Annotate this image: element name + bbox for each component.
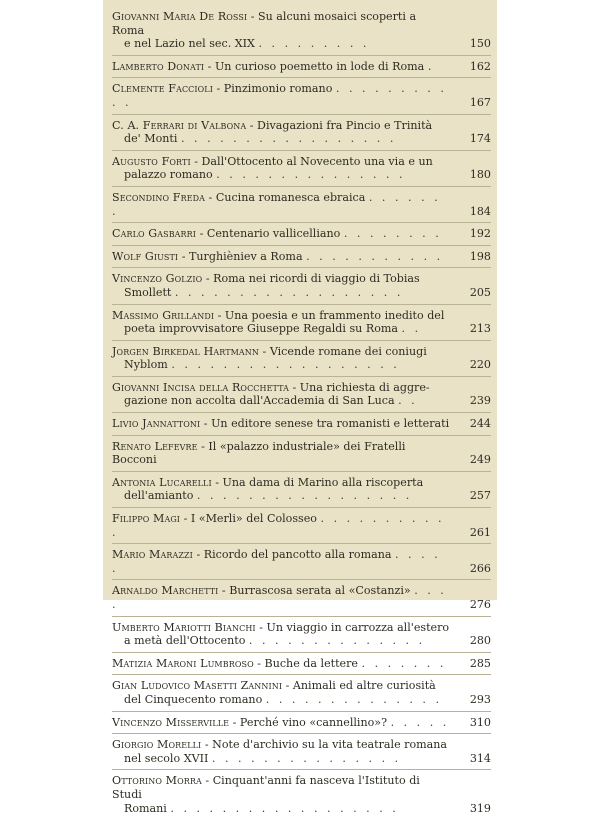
entry-text <box>112 716 491 730</box>
toc-entry <box>112 436 491 472</box>
page-number: 266 <box>469 561 491 575</box>
entry-title: - Una poesia e un frammento inedito del <box>214 308 445 322</box>
entry-title: - Pinzimonio romano <box>212 82 333 96</box>
entry-title: - Divagazioni fra Pincio e Trinità <box>246 118 433 132</box>
leader-dots: . . . . . . . . . . . <box>306 249 444 263</box>
entry-text <box>112 10 491 51</box>
entry-author: Vincenzo Misserville <box>112 715 230 729</box>
toc-entry <box>112 56 491 79</box>
page-number: 180 <box>469 168 491 182</box>
page-number: 249 <box>469 453 491 467</box>
entry-text <box>112 679 491 706</box>
entry-author: Massimo Grillandi <box>112 308 215 322</box>
entry-title: - Roma nei ricordi di viaggio di Tobias <box>202 272 420 286</box>
entry-text <box>112 250 491 264</box>
entry-title: - Centenario vallicelliano <box>196 227 341 241</box>
entry-text <box>112 621 491 648</box>
entry-text <box>112 155 491 182</box>
toc-entry <box>112 78 491 114</box>
leader-dots: . . . . . . . . . . . <box>112 512 445 539</box>
leader-dots: . . . . . . . . <box>343 227 442 241</box>
entry-title-line2: palazzo romano <box>124 168 213 182</box>
page-number: 174 <box>469 132 491 146</box>
toc-entry <box>112 712 491 735</box>
entry-text <box>112 476 491 503</box>
entry-title-continuation <box>112 802 451 816</box>
entry-author: Livio Jannattoni <box>112 417 201 431</box>
page-number: 293 <box>469 692 491 706</box>
entry-title: - Note d'archivio su la vita teatrale romana <box>201 738 448 752</box>
entry-title: - Un curioso poemetto in lode di Roma <box>204 59 425 73</box>
toc-entry <box>112 675 491 711</box>
entry-text <box>112 440 491 467</box>
entry-title: - Dall'Ottocento al Novecento una via e un <box>190 154 433 168</box>
toc-entry <box>112 508 491 544</box>
entry-title: - Un editore senese tra romanisti e letterati <box>200 417 450 431</box>
entry-text <box>112 512 491 539</box>
entry-title-continuation <box>112 322 451 336</box>
page-number: 150 <box>469 37 491 51</box>
entry-title: - Una richiesta di aggre- <box>289 380 430 394</box>
entry-title-line2: gazione non accolta dall'Accademia di San Luca <box>124 394 395 408</box>
leader-dots: . . . . . . . . . . . . . . <box>248 634 426 648</box>
page-number: 310 <box>469 715 491 729</box>
entry-title: - Perché vino «cannellino»? <box>229 715 388 729</box>
entry-title: - Su alcuni mosaici scoperti a Roma <box>112 10 417 37</box>
page-number: 261 <box>469 525 491 539</box>
page-number: 192 <box>469 227 491 241</box>
entry-text <box>112 309 491 336</box>
entry-text <box>112 345 491 372</box>
leader-dots: . . . . . . . . . . . . . . . . . . <box>170 801 399 815</box>
entry-text <box>112 774 491 815</box>
entry-author: Vincenzo Golzio <box>112 272 203 286</box>
toc-entry <box>112 617 491 653</box>
page-number: 314 <box>469 751 491 765</box>
entry-author: Jorgen Birkedal Hartmann <box>112 344 260 358</box>
page-number: 244 <box>469 417 491 431</box>
toc-entry <box>112 653 491 676</box>
entry-title-continuation <box>112 168 451 182</box>
entry-title: - Un viaggio in carrozza all'estero <box>255 620 450 634</box>
entry-author: Gian Ludovico Masetti Zannini <box>112 679 283 693</box>
entry-author: Augusto Forti <box>112 154 191 168</box>
entry-text <box>112 60 491 74</box>
entry-title: - Cinquant'anni fa nasceva l'Istituto di Studi <box>112 774 420 801</box>
leader-dots: . . . . . . . . . . . . . . . . . <box>180 132 397 146</box>
leader-dots: . . . . . <box>112 548 441 575</box>
entry-author: Carlo Gasbarri <box>112 227 197 241</box>
entry-text <box>112 191 491 218</box>
entry-text <box>112 417 491 431</box>
entry-author: C. A. Ferrari di Valbona <box>112 118 247 132</box>
entry-title-line2: nel secolo XVII <box>124 751 209 765</box>
entry-text <box>112 738 491 765</box>
entry-title: - Vicende romane dei coniugi <box>259 344 427 358</box>
leader-dots: . . . . . . . . . . . . . . <box>265 692 443 706</box>
entry-title-line2: del Cinquecento romano <box>124 692 263 706</box>
entry-author: Giorgio Morelli <box>112 738 202 752</box>
entry-author: Wolf Giusti <box>112 249 179 263</box>
entry-title-continuation <box>112 693 451 707</box>
leader-dots: . . . . . . . . . <box>258 37 370 51</box>
entry-author: Clemente Faccioli <box>112 82 213 96</box>
leader-dots: . <box>427 59 435 73</box>
entry-title: - Ricordo del pancotto alla romana <box>192 548 392 562</box>
entry-author: Giovanni Incisa della Rocchetta <box>112 380 289 394</box>
entry-author: Matizia Maroni Lumbroso <box>112 656 254 670</box>
toc-entry <box>112 377 491 413</box>
leader-dots: . . <box>401 322 422 336</box>
entry-text <box>112 82 491 109</box>
book-page <box>103 0 497 815</box>
toc-entry <box>112 268 491 304</box>
leader-dots: . . . . . . . . . . . . . . . <box>211 751 402 765</box>
page-number: 167 <box>469 95 491 109</box>
toc-entry <box>112 6 491 56</box>
page-number: 280 <box>469 634 491 648</box>
page-number: 213 <box>469 322 491 336</box>
page-number: 220 <box>469 358 491 372</box>
leader-dots: . . . . . . . . . . . <box>112 82 447 109</box>
entry-author: Umberto Mariotti Bianchi <box>112 620 256 634</box>
leader-dots: . . . . . . . <box>361 656 447 670</box>
leader-dots: . . . . . . . . . . . . . . . <box>216 168 406 182</box>
entry-title-continuation <box>112 489 451 503</box>
toc-entry <box>112 770 491 819</box>
entry-title-continuation <box>112 286 451 300</box>
entry-author: Secondino Freda <box>112 190 206 204</box>
page-number: 319 <box>469 801 491 815</box>
entry-title: - Il «palazzo industriale» dei Fratelli Bocconi <box>112 439 406 467</box>
entry-title-line2: e nel Lazio nel sec. XIX <box>124 37 255 51</box>
page-number: 184 <box>469 204 491 218</box>
toc-entry <box>112 413 491 436</box>
page-number: 276 <box>469 598 491 611</box>
page-number: 285 <box>469 656 491 670</box>
entry-title: - Animali ed altre curiosità <box>282 679 436 693</box>
entry-title-line2: Smollett <box>124 285 172 299</box>
toc-entry <box>112 187 491 223</box>
toc-entry <box>112 341 491 377</box>
toc-entry <box>112 544 491 580</box>
toc-entry <box>112 223 491 246</box>
table-of-contents <box>112 6 491 819</box>
entry-title-line2: dell'amianto <box>124 489 194 503</box>
entry-author: Arnaldo Marchetti <box>112 584 219 598</box>
entry-text <box>112 657 491 671</box>
leader-dots: . . . . . . . <box>112 190 441 218</box>
entry-author: Ottorino Morra <box>112 774 202 788</box>
entry-author: Antonia Lucarelli <box>112 475 212 489</box>
entry-title: - Burrascosa serata al «Costanzi» <box>218 584 411 598</box>
entry-author: Lamberto Donati <box>112 59 205 73</box>
entry-title: - Buche da lettere <box>253 656 358 670</box>
page-number: 239 <box>469 394 491 408</box>
entry-author: Mario Marazzi <box>112 548 193 562</box>
toc-entry <box>112 305 491 341</box>
entry-title-continuation <box>112 394 451 408</box>
entry-title-continuation <box>112 634 451 648</box>
entry-author: Giovanni Maria De Rossi <box>112 10 248 23</box>
entry-text <box>112 548 491 575</box>
entry-title-continuation <box>112 358 451 372</box>
page-number: 198 <box>469 249 491 263</box>
entry-author: Filippo Magi <box>112 512 181 526</box>
page-number: 257 <box>469 489 491 503</box>
leader-dots: . . . . <box>112 584 447 611</box>
entry-title: - Una dama di Marino alla riscoperta <box>211 475 424 489</box>
entry-title: - Cucina romanesca ebraica <box>205 190 366 204</box>
entry-title-line2: Romani <box>124 801 167 815</box>
entry-title-line2: poeta improvvisatore Giuseppe Regaldi su Roma <box>124 322 399 336</box>
toc-entry <box>112 734 491 770</box>
toc-entry <box>112 151 491 187</box>
entry-text <box>112 227 491 241</box>
entry-title-line2: de' Monti <box>124 132 178 146</box>
toc-entry <box>112 246 491 269</box>
entry-title: - I «Merli» del Colosseo <box>180 512 317 526</box>
page-number: 205 <box>469 285 491 299</box>
entry-text <box>112 119 491 146</box>
entry-title: - Turghièniev a Roma <box>178 249 303 263</box>
toc-entry <box>112 580 491 616</box>
page-number: 162 <box>469 59 491 73</box>
entry-title-continuation <box>112 37 451 51</box>
leader-dots: . . <box>398 394 418 408</box>
toc-entry <box>112 115 491 151</box>
leader-dots: . . . . . . . . . . . . . . . . . . <box>171 358 400 372</box>
entry-title-continuation <box>112 132 451 146</box>
entry-text <box>112 381 491 408</box>
entry-text <box>112 584 491 611</box>
entry-title-line2: Nyblom <box>124 358 168 372</box>
entry-author: Renato Lefevre <box>112 439 198 453</box>
leader-dots: . . . . . <box>390 715 450 729</box>
entry-title-line2: a metà dell'Ottocento <box>124 634 246 648</box>
toc-entry <box>112 472 491 508</box>
leader-dots: . . . . . . . . . . . . . . . . . . <box>174 285 404 299</box>
leader-dots: . . . . . . . . . . . . . . . . . <box>196 489 413 503</box>
entry-title-continuation <box>112 752 451 766</box>
entry-text <box>112 272 491 299</box>
